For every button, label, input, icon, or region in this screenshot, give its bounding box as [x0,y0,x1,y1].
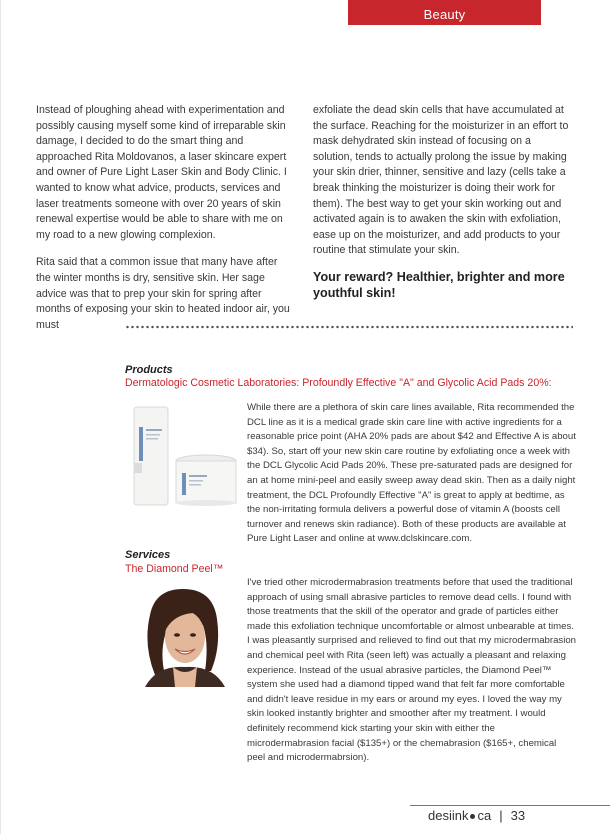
left-paragraph: Rita said that a common issue that many have after the winter months is dry, sensitive skin. Her sage advice was that to prep your skin for spring after months of exposing your skin to heated indoor air, you must [36,256,290,331]
product-photo [128,405,240,507]
footer-separator: | [499,808,503,823]
products-body-text: While there are a plethora of skin care lines available, Rita recommended the DCL line as it is a medical grade skin care line with active ingredients for a reasonable price point (AHA 20% pads are about $42 and Effective A is about $34). So, start off your new skin care routine by exfoliating once a week with the DCL Glycolic Acid Pads 20%. These pre-saturated pads are designed for an at home mini-peel and easily sweep away dead skin. Then as a daily night treatment, the DCL Profoundly Effective "A" is great to apply at bedtime, as the non-irritating formula delivers a powerful dose of vitamin A (boosts cell turnover and renews skin radiance). Both of these products are available at Pure Light Laser and online at www.dclskincare.com. [247,402,576,545]
services-heading: Services [125,549,171,561]
page-footer [428,808,525,823]
section-tab: Beauty [348,0,541,25]
right-paragraph: exfoliate the dead skin cells that have accumulated at the surface. Reaching for the moisturizer in an effort to mask dehydrated skin instead of focusing on a solution, tends to actually prolong the issue by making your skin drier, thinner, sensitive and lazy (cells take a break thinking the moisturizer is doing their work for them). The best way to get your skin working out and activated again is to awaken the skin with exfoliation, ease up on the moisturizer, and add products to your routine that stimulate your skin. [313,104,569,257]
services-subhead: The Diamond Peel™ [125,563,224,575]
left-paragraph: Instead of ploughing ahead with experimentation and possibly causing myself some kind of irreparable skin damage, I decided to do the smart thing and approached Rita Moldovanos, a laser skincare expert and owner of Pure Light Laser Skin and Body Clinic. I wanted to know what advice, products, services and laser treatments someone with over 20 years of skin renewal expertise would be able to share with me on my road to a new glowing complexion. [36,104,287,241]
rita-portrait [125,585,240,687]
dotted-divider [125,324,573,330]
products-heading: Products [125,364,173,376]
footer-rule [410,805,610,806]
site-name-suffix: ca [477,808,492,823]
services-body [247,576,577,766]
left-column [36,103,292,345]
products-subhead: Dermatologic Cosmetic Laboratories: Profoundly Effective "A" and Glycolic Acid Pads 20%: [125,377,552,389]
products-body [247,401,577,547]
page-edge [0,0,1,834]
right-column [313,103,573,302]
pullquote: Your reward? Healthier, brighter and more youthful skin! [313,269,565,301]
site-name-prefix: desiink [428,808,469,823]
services-body-text: I've tried other microdermabrasion treatments before that used the traditional approach of using small abrasive particles to remove dead cells. I found with those treatments that the skill of the operator and grade of particles either made this exfoliation technique uncomfortable or almost unbearable at times. I was pleasantly surprised and relieved to find out that my microdermabrasion and chemical peel with Rita (seen left) was actually a pleasant and relaxing experience. Instead of the usual abrasive particles, the Diamond Peel™ system she used had a diamond tipped wand that felt far more comfortable and didn't leave residue in my ears or around my eyes. I loved the way my skin looked instantly brighter and smoother after my treatment. I would definitely recommend kick starting your skin with either the microdermabrasion facial ($135+) or the chemabrasion ($165+, chemical peel and microdermabrsion). [247,577,577,764]
page-number: 33 [510,808,526,823]
dot-glyph [470,814,475,819]
